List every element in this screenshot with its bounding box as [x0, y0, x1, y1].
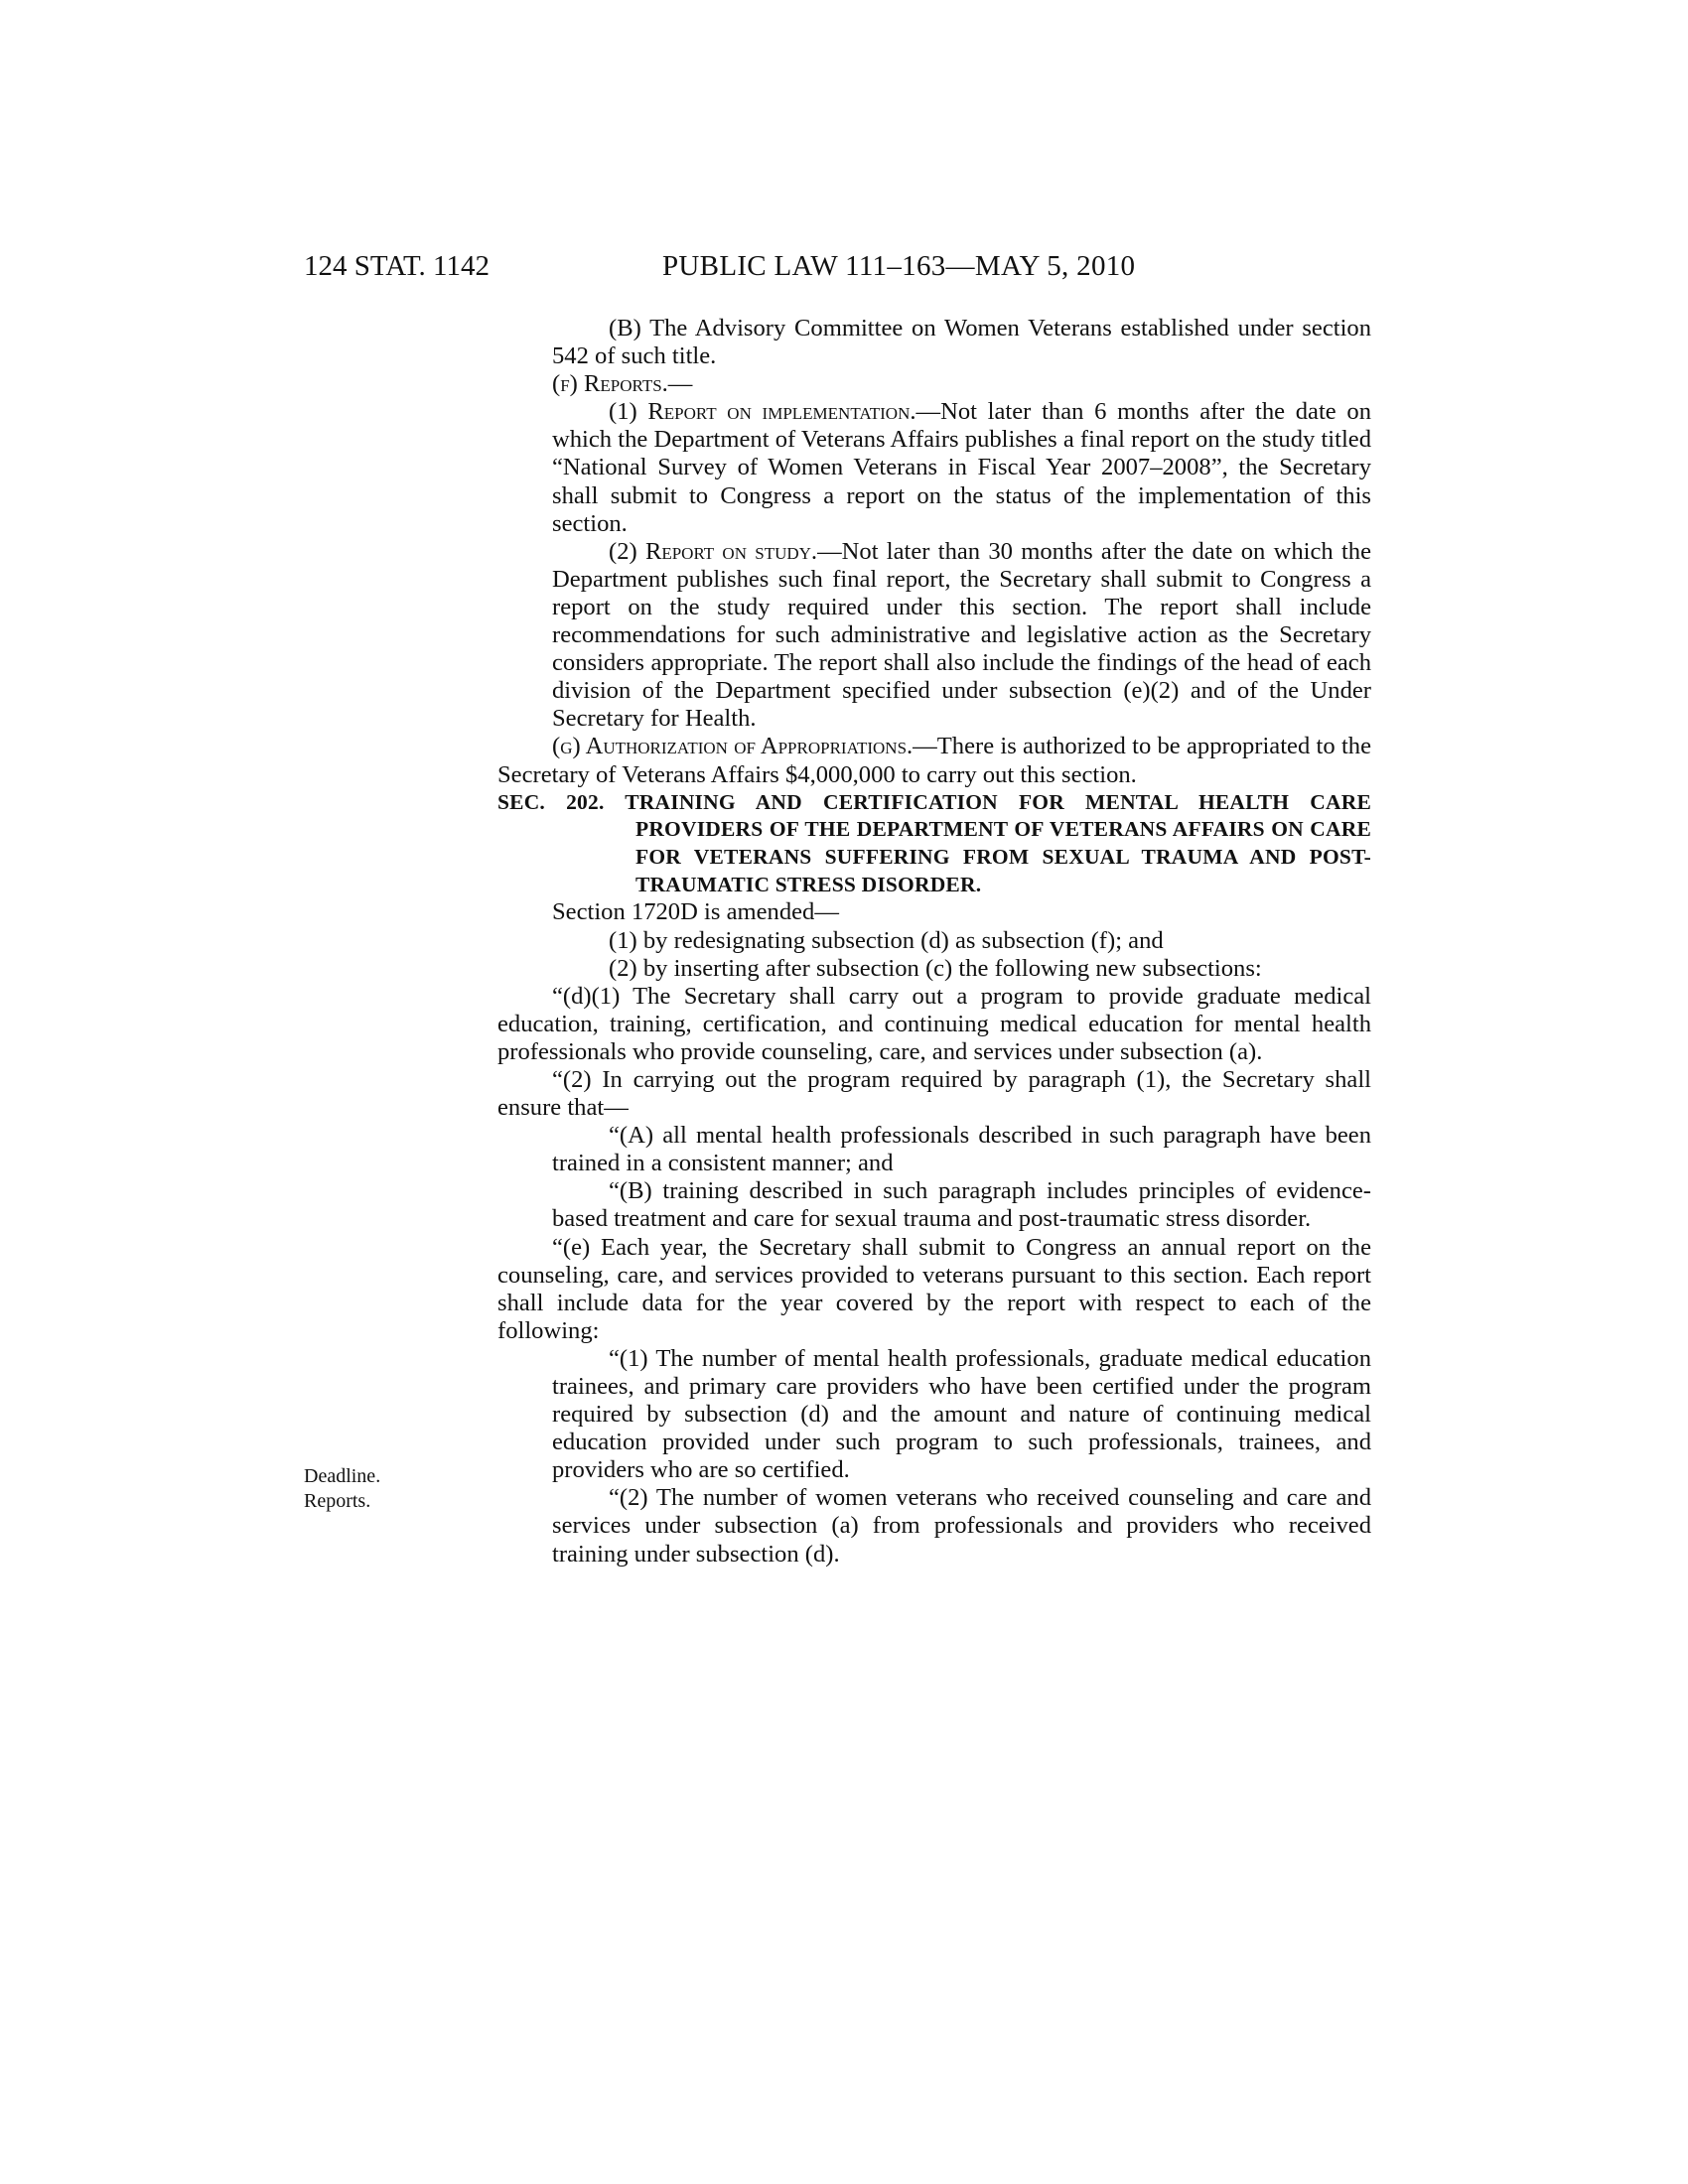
amended-intro: Section 1720D is amended— — [552, 898, 839, 926]
new-subsection-e: “(e) Each year, the Secretary shall submit to Congress an annual report on the counseling, care, and services provided to veterans pursuant to this section. Each report shall include data for the year covered by the report with respect to each of the following: — [497, 1233, 1371, 1344]
paragraph-f2-label: (2) Report on study. — [609, 537, 818, 565]
new-subsection-e2: “(2) The number of women veterans who received counseling and care and services under subsection (a) from professionals and providers who received training under subsection (d). — [552, 1484, 1371, 1568]
new-subsection-e1: “(1) The number of mental health professionals, graduate medical education trainees, and primary care providers who have been certified under the program required by subsection (d) and the amount and nature of continuing medical education provided under such program to such professionals, trainees, and providers who are so certified. — [552, 1344, 1371, 1484]
page-title: PUBLIC LAW 111–163—MAY 5, 2010 — [662, 250, 1136, 282]
new-subsection-dB: “(B) training described in such paragraph includes principles of evidence-based treatment and care for sexual trauma and post-traumatic stress disorder. — [552, 1177, 1371, 1233]
subsection-g — [497, 733, 1371, 788]
margin-note-reports: Reports. — [304, 1490, 371, 1512]
paragraph-f1-label: (1) Report on implementation. — [609, 398, 916, 426]
paragraph-f2-text: —Not later than 30 months after the date on which the Department publishes such final report, the Secretary shall submit to Congress a report on the study required under this section. The report shall include recommendations for such administrative and legislative action as the Secretary considers appropriate. The report shall also include the findings of the head of each division of the Department specified under subsection (e)(2) and of the Under Secretary for Health. — [552, 537, 1372, 733]
subsection-g-text: —There is authorized to be appropriated to the Secretary of Veterans Affairs $4,000,000 to carry out this section. — [497, 733, 1371, 788]
subsection-f-heading — [497, 370, 1371, 398]
subsection-f-label: (f) Reports.— — [552, 370, 693, 398]
page-reference: 124 STAT. 1142 — [304, 250, 490, 282]
amendment-item-1: (1) by redesignating subsection (d) as subsection (f); and — [609, 926, 1164, 954]
margin-note — [304, 1464, 380, 1514]
paragraph-f2 — [497, 538, 1371, 734]
amendment-item-2: (2) by inserting after subsection (c) the following new subsections: — [609, 954, 1262, 982]
new-subsection-dA: “(A) all mental health professionals described in such paragraph have been trained in a consistent manner; and — [552, 1122, 1371, 1177]
paragraph-f1-text: —Not later than 6 months after the date on which the Department of Veterans Affairs publishes a final report on the study titled “National Survey of Women Veterans in Fiscal Year 2007–2008”, the Secretary shall submit to Congress a report on the status of the implementation of this section. — [552, 398, 1371, 537]
document-body — [497, 315, 1371, 1569]
section-202-heading: SEC. 202. TRAINING AND CERTIFICATION FOR MENTAL HEALTH CARE PROVIDERS OF THE DEPARTMENT OF VETERANS AFFAIRS ON CARE FOR VETERANS SUFFERING FROM SEXUAL TRAUMA AND POST-TRAUMATIC STRESS DISORDER. — [497, 789, 1371, 896]
margin-note-deadline: Deadline. — [304, 1465, 381, 1487]
paragraph-b-advisory: (B) The Advisory Committee on Women Veterans established under section 542 of such title. — [552, 315, 1371, 370]
subsection-g-label: (g) Authorization of Appropriations. — [552, 733, 914, 760]
new-subsection-d2: “(2) In carrying out the program required by paragraph (1), the Secretary shall ensure that— — [497, 1065, 1371, 1122]
new-subsection-d1: “(d)(1) The Secretary shall carry out a program to provide graduate medical education, training, certification, and continuing medical education for mental health professionals who provide counseling, care, and services under subsection (a). — [497, 982, 1371, 1065]
paragraph-f1 — [497, 398, 1371, 537]
